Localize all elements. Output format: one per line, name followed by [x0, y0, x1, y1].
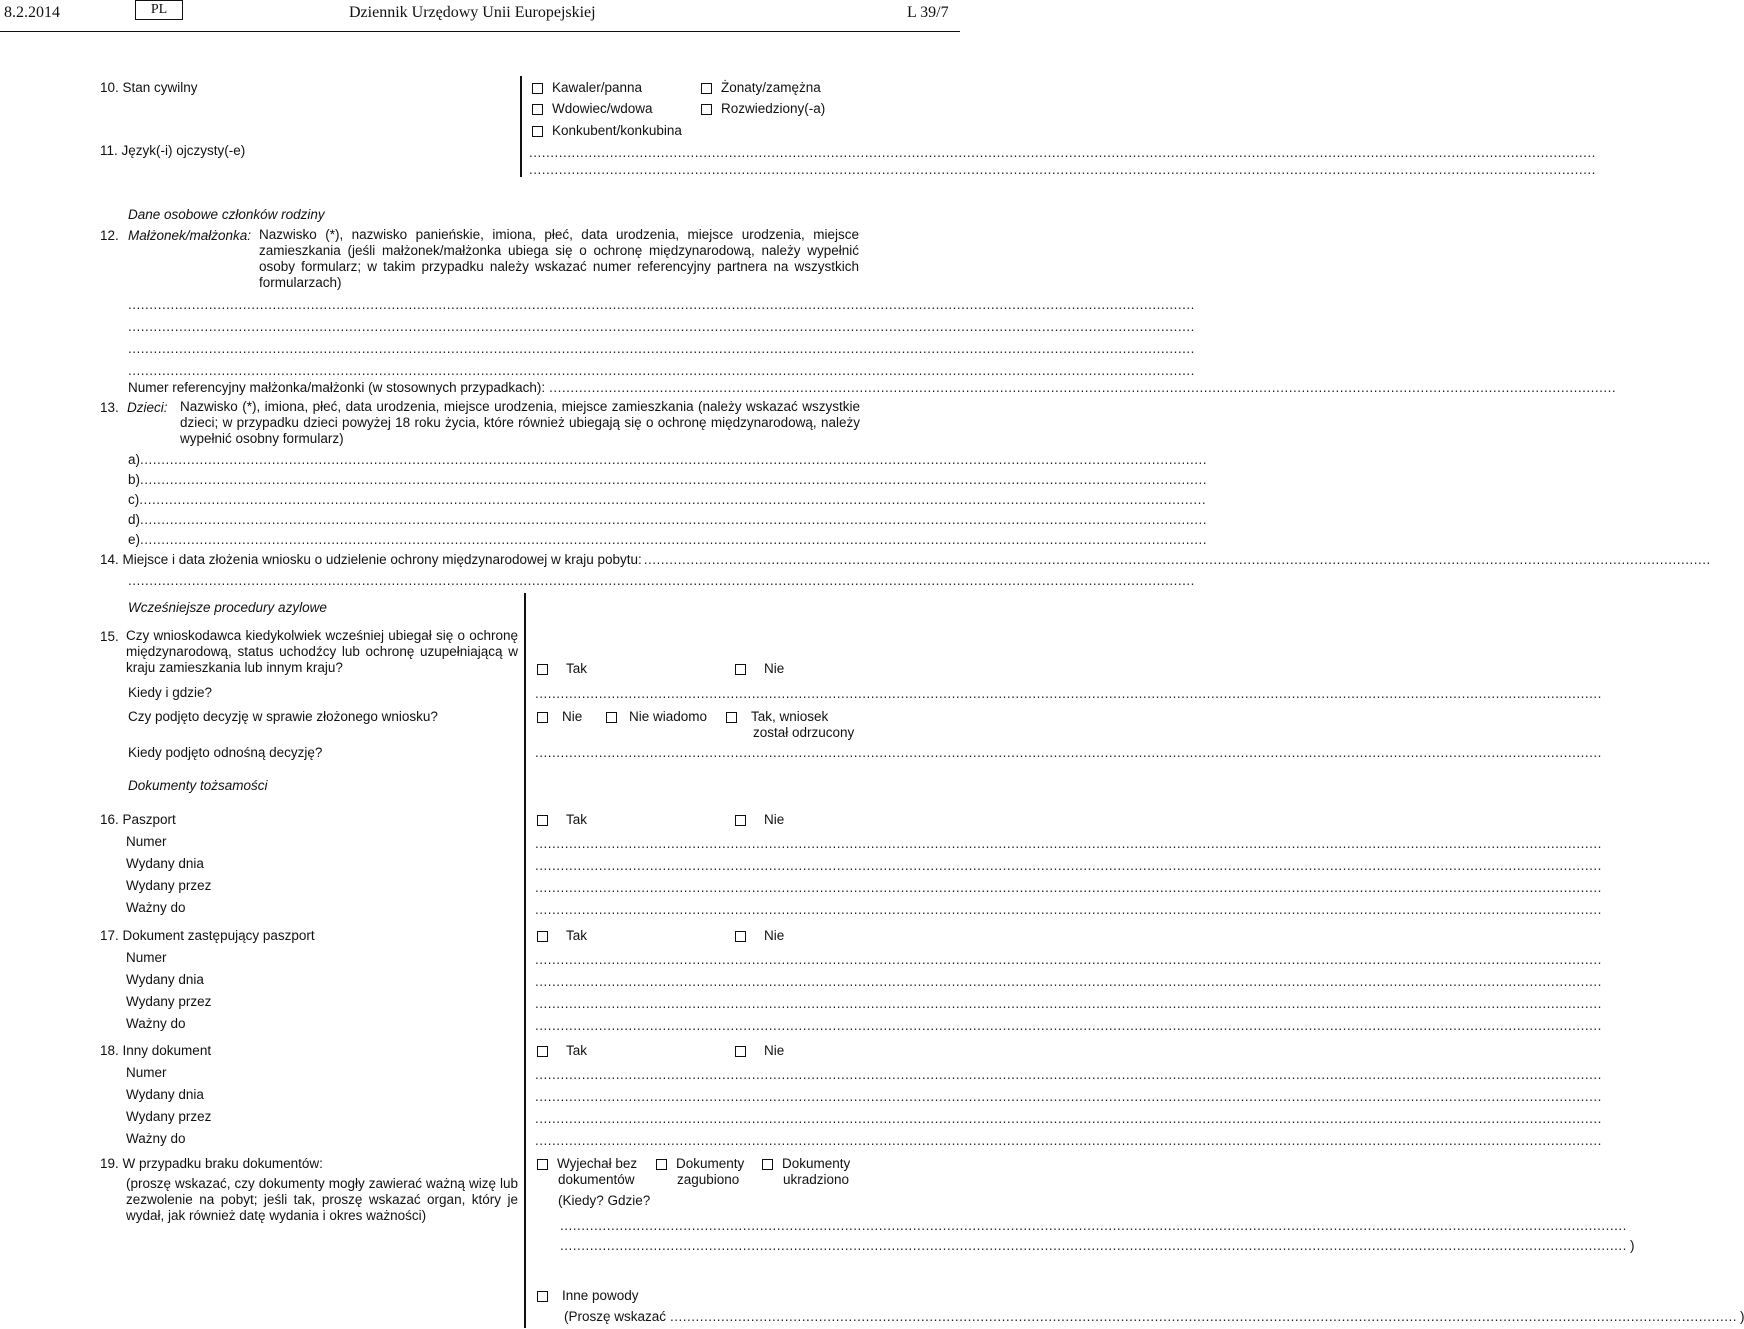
checkbox[interactable] [726, 712, 737, 723]
option-single[interactable]: Kawaler/panna [532, 80, 642, 95]
q16-number-label: Numer [126, 834, 167, 849]
checkbox[interactable] [735, 931, 746, 942]
q18-issued-field[interactable]: ........................................................................................................................................................................................................................................................... [535, 1089, 1602, 1104]
q18-no[interactable]: Nie [735, 1043, 784, 1058]
q19-other-field[interactable]: ........................................................................................................................................................................................................................................................... [670, 1309, 1737, 1324]
q17-no[interactable]: Nie [735, 928, 784, 943]
option-widowed[interactable]: Wdowiec/wdowa [532, 101, 653, 116]
language-badge [135, 0, 183, 20]
spouse-field-2[interactable]: ........................................................................................................................................................................................................................................................... [128, 319, 1195, 334]
spouse-ref-field[interactable]: ........................................................................................................................................................................................................................................................... [549, 380, 1617, 395]
spouse-ref-label: Numer referencyjny małżonka/małżonki (w stosownych przypadkach): [128, 380, 546, 395]
decision-question: Czy podjęto decyzję w sprawie złożonego wniosku? [128, 709, 438, 724]
q14-label: 14. Miejsce i data złożenia wniosku o udzielenie ochrony międzynarodowej w kraju pobytu: [100, 552, 642, 567]
q18-issuer-label: Wydany przez [126, 1109, 212, 1124]
child-field[interactable]: ........................................................................................................................................................................................................................................................... [139, 492, 1207, 507]
native-language-field[interactable]: ........................................................................................................................................................................................................................................................... [529, 145, 1596, 160]
q17-valid-label: Ważny do [126, 1016, 186, 1031]
q19-left-without[interactable]: Wyjechał bez [537, 1156, 637, 1171]
q16-valid-label: Ważny do [126, 900, 186, 915]
q19-stolen[interactable]: Dokumenty [762, 1156, 850, 1171]
q19-when-where-field[interactable]: ........................................................................................................................................................................................................................................................... [560, 1218, 1627, 1233]
q19-lost-line2: zagubiono [677, 1172, 740, 1187]
child-a: a) ........................................................................................................................................................................................................................................................... [128, 452, 1207, 467]
when-where-label: Kiedy i gdzie? [128, 685, 213, 700]
q19-other[interactable]: Inne powody [537, 1288, 639, 1303]
q17-issuer-label: Wydany przez [126, 994, 212, 1009]
checkbox[interactable] [532, 126, 543, 137]
q16-no[interactable]: Nie [735, 812, 784, 827]
q16-issued-label: Wydany dnia [126, 856, 204, 871]
checkbox[interactable] [537, 664, 548, 675]
checkbox[interactable] [532, 104, 543, 115]
q18-number-label: Numer [126, 1065, 167, 1080]
q15-number: 15. [100, 629, 119, 644]
q19-when-where-row2: ........................................................................................................................................................................................................................................................... ) [560, 1238, 1635, 1253]
checkbox[interactable] [537, 1159, 548, 1170]
q19-other-row: (Proszę wskazać ........................................................................................................................................................................................................................................................... [564, 1309, 1737, 1324]
q17-number-label: Numer [126, 950, 167, 965]
header-date: 8.2.2014 [4, 4, 60, 21]
q19-lost[interactable]: Dokumenty [656, 1156, 744, 1171]
q19-label: 19. W przypadku braku dokumentów: [100, 1156, 323, 1171]
q10-label: 10. Stan cywilny [100, 80, 198, 95]
q18-issuer-field[interactable]: ........................................................................................................................................................................................................................................................... [535, 1111, 1602, 1126]
q17-issuer-field[interactable]: ........................................................................................................................................................................................................................................................... [535, 996, 1602, 1011]
child-e: e) ........................................................................................................................................................................................................................................................... [128, 532, 1207, 547]
q14-field-2[interactable]: ........................................................................................................................................................................................................................................................... [128, 573, 1195, 588]
spouse-field-4[interactable]: ........................................................................................................................................................................................................................................................... [128, 363, 1195, 378]
q16-yes[interactable]: Tak [537, 812, 587, 827]
q17-valid-field[interactable]: ........................................................................................................................................................................................................................................................... [535, 1018, 1602, 1033]
q11-label: 11. Język(-i) ojczysty(-e) [100, 143, 246, 158]
language-code: PL [150, 2, 168, 17]
checkbox[interactable] [537, 815, 548, 826]
checkbox[interactable] [606, 712, 617, 723]
checkbox[interactable] [532, 83, 543, 94]
child-field[interactable]: ........................................................................................................................................................................................................................................................... [140, 512, 1207, 527]
q19-when-where-label: (Kiedy? Gdzie? [558, 1193, 651, 1208]
family-section-title: Dane osobowe członków rodziny [128, 207, 325, 222]
child-d: d) ........................................................................................................................................................................................................................................................... [128, 512, 1207, 527]
q19-text: (proszę wskazać, czy dokumenty mogły zawierać ważną wizę lub zezwolenie na pobyt; jeśli tak, proszę wskazać organ, który je wydał, jak również datę wydania i okres ważności) [126, 1176, 518, 1223]
option-partner[interactable]: Konkubent/konkubina [532, 123, 682, 138]
q12-label: Małżonek/małżonka: [128, 228, 252, 243]
header-rule [0, 31, 960, 32]
divider-line [520, 76, 522, 177]
decision-no[interactable]: Nie [537, 709, 582, 724]
child-b: b) ........................................................................................................................................................................................................................................................... [128, 472, 1207, 487]
child-field[interactable]: ........................................................................................................................................................................................................................................................... [140, 472, 1207, 487]
spouse-field-1[interactable]: ........................................................................................................................................................................................................................................................... [128, 297, 1195, 312]
checkbox[interactable] [537, 1046, 548, 1057]
checkbox[interactable] [701, 104, 712, 115]
q14-row [100, 552, 1711, 567]
checkbox[interactable] [537, 712, 548, 723]
q16-label: 16. Paszport [100, 812, 176, 827]
q17-number-field[interactable]: ........................................................................................................................................................................................................................................................... [535, 952, 1602, 967]
q18-valid-label: Ważny do [126, 1131, 186, 1146]
option-divorced[interactable]: Rozwiedziony(-a) [701, 101, 825, 116]
q19-when-where-field-2[interactable]: ........................................................................................................................................................................................................................................................... [560, 1238, 1627, 1253]
q17-label: 17. Dokument zastępujący paszport [100, 928, 315, 943]
q18-valid-field[interactable]: ........................................................................................................................................................................................................................................................... [535, 1133, 1602, 1148]
child-c: c) ........................................................................................................................................................................................................................................................... [128, 492, 1207, 507]
child-field[interactable]: ........................................................................................................................................................................................................................................................... [140, 532, 1207, 547]
q18-label: 18. Inny dokument [100, 1043, 212, 1058]
decision-unknown[interactable]: Nie wiadomo [606, 709, 707, 724]
q18-issued-label: Wydany dnia [126, 1087, 204, 1102]
q16-number-field[interactable]: ........................................................................................................................................................................................................................................................... [535, 836, 1602, 851]
q17-issued-label: Wydany dnia [126, 972, 204, 987]
decision-rejected[interactable]: Tak, wniosek [726, 709, 828, 724]
q18-yes[interactable]: Tak [537, 1043, 587, 1058]
q17-issued-field[interactable]: ........................................................................................................................................................................................................................................................... [535, 974, 1602, 989]
checkbox[interactable] [537, 1291, 548, 1302]
checkbox[interactable] [656, 1159, 667, 1170]
q12-text: Nazwisko (*), nazwisko panieńskie, imiona, płeć, data urodzenia, miejsce urodzenia, miejsce zamieszkania (jeśli małżonek/małżonka ubiega się o ochronę międzynarodową, należy wypełnić osoby formularz; w takim przypadku należy wskazać numer referencyjny partnera na wszystkich formularzach) [259, 227, 859, 290]
q13-label: Dzieci: [127, 400, 168, 415]
decision-rejected-line2: został odrzucony [753, 725, 855, 740]
q19-stolen-line2: ukradziono [783, 1172, 850, 1187]
q15-text: Czy wnioskodawca kiedykolwiek wcześniej ubiegał się o ochronę międzynarodową, status uchodźcy lub ochronę uzupełniającą w kraju zamieszkania lub innym kraju? [126, 628, 518, 675]
q12-number: 12. [100, 228, 119, 243]
decision-when-label: Kiedy podjęto odnośną decyzję? [128, 745, 323, 760]
checkbox[interactable] [735, 815, 746, 826]
docs-section-title: Dokumenty tożsamości [128, 778, 268, 793]
checkbox[interactable] [762, 1159, 773, 1170]
option-married[interactable]: Żonaty/zamężna [701, 80, 821, 95]
divider-line [524, 593, 526, 1328]
q15-yes[interactable]: Tak [537, 661, 587, 676]
spouse-ref-row [128, 380, 1617, 395]
native-language-field-2[interactable]: ........................................................................................................................................................................................................................................................... [529, 162, 1596, 177]
child-field[interactable]: ........................................................................................................................................................................................................................................................... [140, 452, 1207, 467]
q14-field[interactable]: ........................................................................................................................................................................................................................................................... [643, 552, 1711, 567]
checkbox[interactable] [735, 664, 746, 675]
q13-number: 13. [100, 400, 119, 415]
q15-no[interactable]: Nie [735, 661, 784, 676]
q16-issuer-field[interactable]: ........................................................................................................................................................................................................................................................... [535, 880, 1602, 895]
checkbox[interactable] [537, 931, 548, 942]
q18-number-field[interactable]: ........................................................................................................................................................................................................................................................... [535, 1067, 1602, 1082]
q16-valid-field[interactable]: ........................................................................................................................................................................................................................................................... [535, 902, 1602, 917]
checkbox[interactable] [701, 83, 712, 94]
checkbox[interactable] [735, 1046, 746, 1057]
asylum-section-title: Wcześniejsze procedury azylowe [128, 600, 327, 615]
when-where-field[interactable]: ........................................................................................................................................................................................................................................................... [535, 686, 1602, 701]
journal-title: Dziennik Urzędowy Unii Europejskiej [349, 4, 596, 21]
q17-yes[interactable]: Tak [537, 928, 587, 943]
q16-issuer-label: Wydany przez [126, 878, 212, 893]
q13-text: Nazwisko (*), imiona, płeć, data urodzenia, miejsce urodzenia, miejsce zamieszkania (należy wskazać wszystkie dzieci; w przypadku dzieci powyżej 18 roku życia, które również ubiegają się o ochronę międzynarodową, należy wypełnić osobny formularz) [180, 399, 860, 446]
q16-issued-field[interactable]: ........................................................................................................................................................................................................................................................... [535, 858, 1602, 873]
q19-left-without-line2: dokumentów [558, 1172, 635, 1187]
decision-when-field[interactable]: ........................................................................................................................................................................................................................................................... [535, 745, 1602, 760]
spouse-field-3[interactable]: ........................................................................................................................................................................................................................................................... [128, 341, 1195, 356]
page-number: L 39/7 [907, 4, 949, 21]
